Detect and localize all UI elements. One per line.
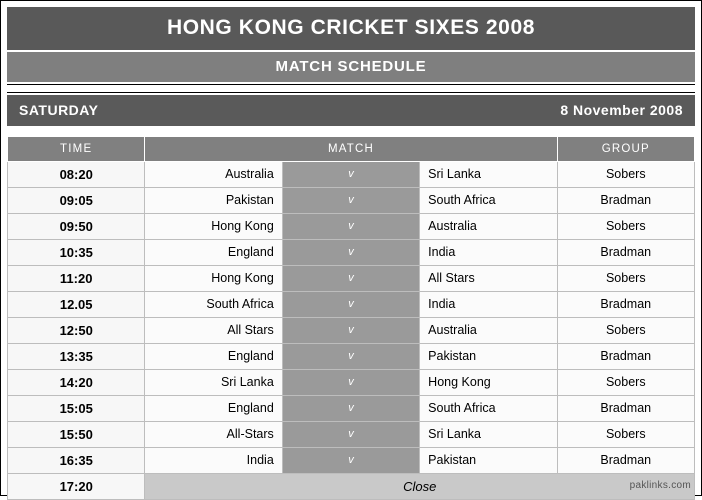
table-row [8,370,695,396]
table-body [8,162,695,500]
table-row [8,448,695,474]
cell-time: 08:20 [8,162,145,188]
cell-group: Bradman [557,396,694,422]
schedule-table [7,136,695,500]
cell-team-b: Pakistan [420,344,557,370]
cell-time: 09:50 [8,214,145,240]
versus-label: v [282,240,419,266]
table-row [8,318,695,344]
page-title: HONG KONG CRICKET SIXES 2008 [7,7,695,52]
cell-time: 11:20 [8,266,145,292]
divider [7,84,695,93]
cell-time: 16:35 [8,448,145,474]
cell-group: Sobers [557,370,694,396]
cell-team-b: India [420,240,557,266]
cell-group: Bradman [557,344,694,370]
page-subtitle: MATCH SCHEDULE [7,52,695,82]
cell-team-b: Pakistan [420,448,557,474]
day-name: SATURDAY [19,102,99,118]
table-row [8,162,695,188]
versus-label: v [282,318,419,344]
cell-time: 17:20 [8,474,145,500]
cell-time: 09:05 [8,188,145,214]
column-header-group: GROUP [557,137,694,162]
versus-label: v [282,448,419,474]
cell-team-a: Sri Lanka [145,370,282,396]
cell-time: 13:35 [8,344,145,370]
cell-team-b: Australia [420,214,557,240]
table-row [8,344,695,370]
cell-team-b: India [420,292,557,318]
cell-team-a: India [145,448,282,474]
cell-group: Bradman [557,292,694,318]
spacer [7,126,695,136]
column-header-match: MATCH [145,137,557,162]
cell-team-a: England [145,396,282,422]
versus-label: v [282,292,419,318]
cell-group: Sobers [557,318,694,344]
cell-team-a: South Africa [145,292,282,318]
versus-label: v [282,370,419,396]
versus-label: v [282,344,419,370]
day-header [7,95,695,126]
cell-group: Sobers [557,162,694,188]
cell-group: Bradman [557,448,694,474]
versus-label: v [282,188,419,214]
cell-team-b: Sri Lanka [420,422,557,448]
cell-time: 12.05 [8,292,145,318]
cell-team-b: Sri Lanka [420,162,557,188]
cell-time: 15:50 [8,422,145,448]
footer-credit: paklinks.com [629,480,691,491]
cell-close-label: Close [145,474,695,500]
versus-label: v [282,162,419,188]
column-header-time: TIME [8,137,145,162]
cell-team-a: Hong Kong [145,266,282,292]
cell-group: Bradman [557,240,694,266]
versus-label: v [282,422,419,448]
cell-group: Bradman [557,188,694,214]
cell-time: 14:20 [8,370,145,396]
cell-time: 15:05 [8,396,145,422]
versus-label: v [282,266,419,292]
table-row [8,240,695,266]
cell-team-b: South Africa [420,396,557,422]
cell-time: 10:35 [8,240,145,266]
cell-team-a: Pakistan [145,188,282,214]
versus-label: v [282,214,419,240]
day-date: 8 November 2008 [560,102,683,118]
cell-team-b: Australia [420,318,557,344]
table-row [8,422,695,448]
cell-group: Sobers [557,422,694,448]
cell-team-a: Hong Kong [145,214,282,240]
cell-team-b: Hong Kong [420,370,557,396]
cell-group: Sobers [557,214,694,240]
table-row [8,396,695,422]
cell-group: Sobers [557,266,694,292]
cell-team-b: All Stars [420,266,557,292]
cell-time: 12:50 [8,318,145,344]
cell-team-a: All Stars [145,318,282,344]
cell-team-a: England [145,240,282,266]
versus-label: v [282,396,419,422]
cell-team-a: All-Stars [145,422,282,448]
table-row [8,188,695,214]
table-row [8,266,695,292]
cell-team-b: South Africa [420,188,557,214]
table-row [8,214,695,240]
table-header-row [8,137,695,162]
table-row [8,292,695,318]
cell-team-a: Australia [145,162,282,188]
cell-team-a: England [145,344,282,370]
table-head [8,137,695,162]
